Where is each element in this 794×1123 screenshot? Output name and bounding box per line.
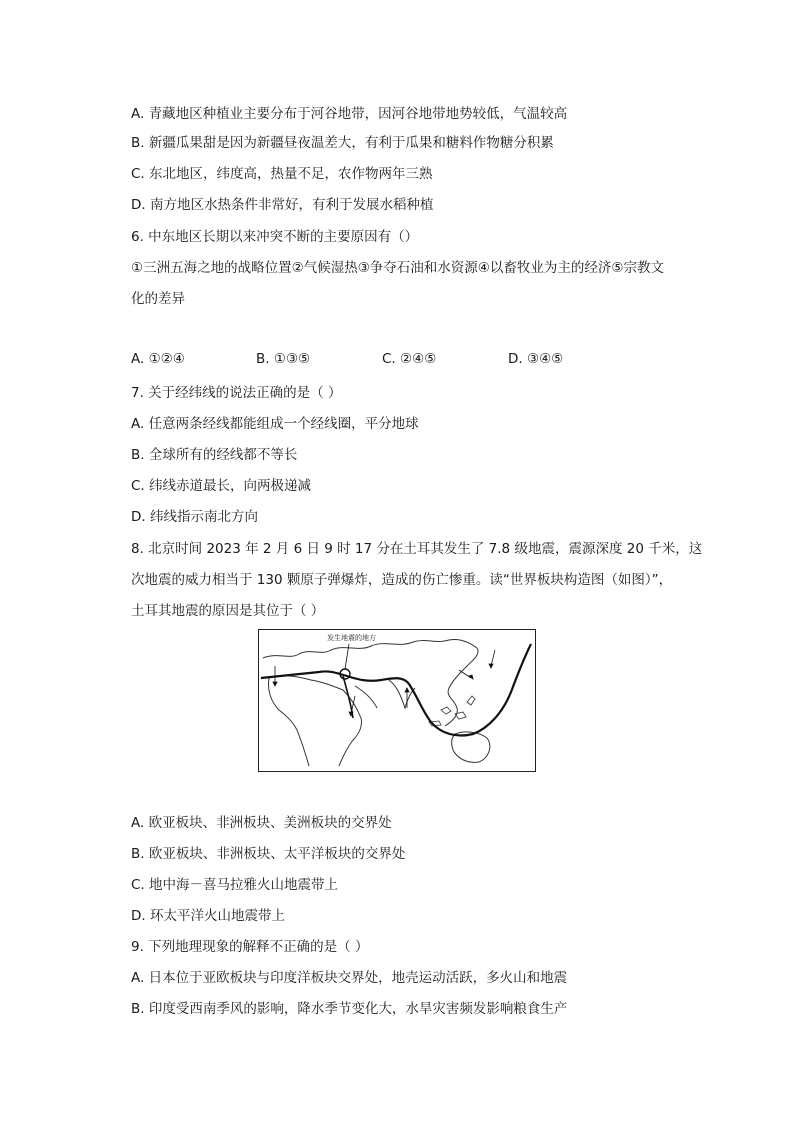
q8-option-c: C. 地中海－喜马拉雅火山地震带上 <box>131 877 339 893</box>
eurasia-coast <box>263 639 478 726</box>
q8-option-b: B. 欧亚板块、非洲板块、太平洋板块的交界处 <box>131 846 406 862</box>
plate-tectonics-map <box>258 629 536 772</box>
q6-items-line2: 化的差异 <box>131 291 185 307</box>
q8-stem-line1: 8. 北京时间 2023 年 2 月 6 日 9 时 17 分在土耳其发生了 7.8 级地震，震源深度 20 千米，这 <box>131 541 703 557</box>
q8-option-a: A. 欧亚板块、非洲板块、美洲板块的交界处 <box>131 815 392 831</box>
q6-option-a: A. ①②④ <box>131 351 185 367</box>
q5-option-c: C. 东北地区，纬度高，热量不足，农作物两年三熟 <box>131 166 433 182</box>
plate-boundary <box>261 644 531 736</box>
q8-stem-line2: 次地震的威力相当于 130 颗原子弹爆炸，造成的伤亡惨重。读“世界板块构造图（如图）”， <box>131 572 673 588</box>
arabia-india-coast <box>355 680 415 708</box>
q8-stem-line3: 土耳其地震的原因是其位于（ ） <box>131 603 325 619</box>
q6-stem: 6. 中东地区长期以来冲突不断的主要原因有（） <box>131 229 419 245</box>
plate-motion-arrows <box>273 650 495 716</box>
q5-option-b: B. 新疆瓜果甜是因为新疆昼夜温差大，有利于瓜果和糖料作物糖分积累 <box>131 135 554 151</box>
q5-option-a: A. 青藏地区种植业主要分布于河谷地带，因河谷地带地势较低，气温较高 <box>131 106 568 122</box>
q6-option-c: C. ②④⑤ <box>382 351 437 367</box>
q6-option-b: B. ①③⑤ <box>256 351 311 367</box>
q6-options <box>131 351 691 371</box>
q9-option-b: B. 印度受西南季风的影响，降水季节变化大，水旱灾害频发影响粮食生产 <box>131 1001 568 1017</box>
q7-option-c: C. 纬线赤道最长，向两极递减 <box>131 478 312 494</box>
q7-option-d: D. 纬线指示南北方向 <box>131 509 258 525</box>
map-label-earthquake-site: 发生地震的地方 <box>327 634 376 642</box>
africa-coast <box>268 676 361 766</box>
australia-coast <box>452 732 490 762</box>
q5-option-d: D. 南方地区水热条件非常好，有利于发展水稻种植 <box>131 197 434 213</box>
world-map-figure <box>259 630 535 771</box>
q7-stem: 7. 关于经纬线的说法正确的是（ ） <box>131 385 342 401</box>
islands <box>429 696 475 726</box>
q6-items-line1: ①三洲五海之地的战略位置②气候湿热③争夺石油和水资源④以畜牧业为主的经济⑤宗教文 <box>131 260 665 276</box>
q7-option-a: A. 任意两条经线都能组成一个经线圈，平分地球 <box>131 416 419 432</box>
q7-option-b: B. 全球所有的经线都不等长 <box>131 447 298 463</box>
q9-option-a: A. 日本位于亚欧板块与印度洋板块交界处，地壳运动活跃，多火山和地震 <box>131 970 568 986</box>
q9-stem: 9. 下列地理现象的解释不正确的是（ ） <box>131 939 369 955</box>
q6-option-d: D. ③④⑤ <box>508 351 564 367</box>
q8-option-d: D. 环太平洋火山地震带上 <box>131 908 285 924</box>
